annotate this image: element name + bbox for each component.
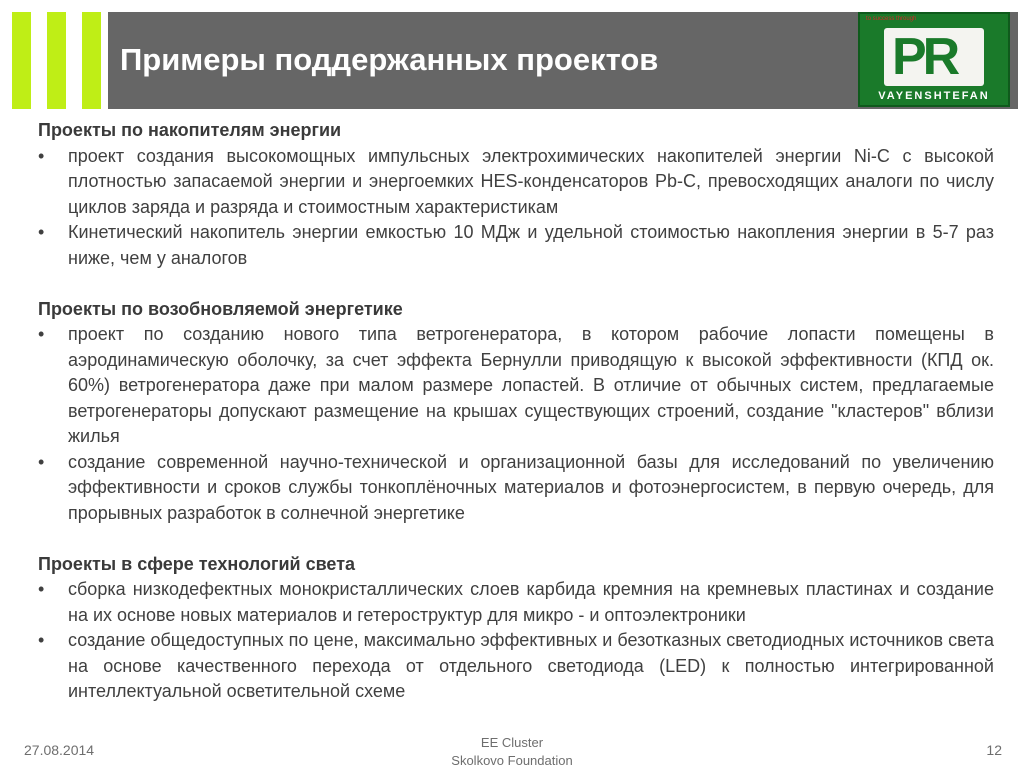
section-heading-light-tech: Проекты в сфере технологий света bbox=[38, 553, 356, 574]
list-item bbox=[38, 144, 994, 221]
footer-organization bbox=[412, 734, 612, 770]
logo-mark-text: PR bbox=[892, 28, 957, 86]
list-item-text: проект создания высокомощных импульсных электрохимических накопителей энергии Ni-C с высокой плотностью запасаемой энергии и энергоемких HES-конденсаторов Pb-C, превосходящих аналоги по числу циклов заряда и разряда и стоимостным характеристикам bbox=[68, 145, 994, 217]
company-logo bbox=[858, 12, 1010, 107]
logo-name: VAYENSHTEFAN bbox=[878, 90, 990, 102]
bullet: • bbox=[38, 145, 45, 166]
logo-mark bbox=[884, 28, 984, 86]
section-spacer bbox=[38, 271, 994, 297]
accent-bar-3 bbox=[82, 12, 101, 109]
page-number: 12 bbox=[986, 742, 1002, 758]
list-item bbox=[38, 577, 994, 628]
list-item-text: Кинетический накопитель энергии емкостью 10 МДж и удельной стоимостью накопления энергии в 5-7 раз ниже, чем у аналогов bbox=[68, 222, 994, 268]
list-item-text: сборка низкодефектных монокристаллических слоев карбида кремния на кремневых пластинах и создание на их основе новых материалов и гетероструктур для микро - и оптоэлектроники bbox=[68, 579, 994, 625]
accent-bar-1 bbox=[12, 12, 31, 109]
list-item bbox=[38, 322, 994, 450]
bullet: • bbox=[38, 222, 45, 242]
list-item-text: создание общедоступных по цене, максимально эффективных и безотказных светодиодных источников света на основе качественного перехода от отдельного светодиода (LED) к полностью интегрированной интеллектуальной осветительной схеме bbox=[68, 630, 994, 701]
accent-bar-2 bbox=[47, 12, 66, 109]
bullet: • bbox=[38, 324, 45, 344]
footer-date: 27.08.2014 bbox=[24, 742, 95, 758]
list-item bbox=[38, 628, 994, 705]
section-spacer bbox=[38, 526, 994, 552]
bullet: • bbox=[38, 579, 45, 599]
footer-foundation: Skolkovo Foundation bbox=[451, 753, 573, 768]
bullet: • bbox=[38, 451, 45, 472]
logo-tagline: to success through bbox=[866, 16, 917, 22]
footer-cluster: EE Cluster bbox=[480, 735, 544, 750]
section-heading-energy-storage: Проекты по накопителям энергии bbox=[38, 120, 342, 140]
list-item-text: создание современной научно-технической и организационной базы для исследований по увеличению эффективности и сроков службы тонкоплёночных материалов и фотоэнергосистем, в первую очередь, для прорывных разработок в солнечной энергетике bbox=[68, 451, 994, 523]
bullet: • bbox=[38, 630, 45, 650]
list-item bbox=[38, 220, 994, 271]
list-item bbox=[38, 450, 994, 527]
list-item-text: проект по созданию нового типа ветрогенератора, в котором рабочие лопасти помещены в аэродинамическую оболочку, за счет эффекта Бернулли приводящую к высокой эффективности (КПД ок. 60%) ветрогенератора даже при малом размере лопастей. В отличие от обычных систем, предлагаемые ветрогенераторы допускают размещение на крышах существующих строений, создание "кластеров" вблизи жилья bbox=[68, 324, 994, 446]
slide-title: Примеры поддержанных проектов bbox=[120, 42, 659, 77]
slide-content bbox=[38, 118, 994, 705]
section-heading-renewables: Проекты по возобновляемой энергетике bbox=[38, 298, 403, 319]
